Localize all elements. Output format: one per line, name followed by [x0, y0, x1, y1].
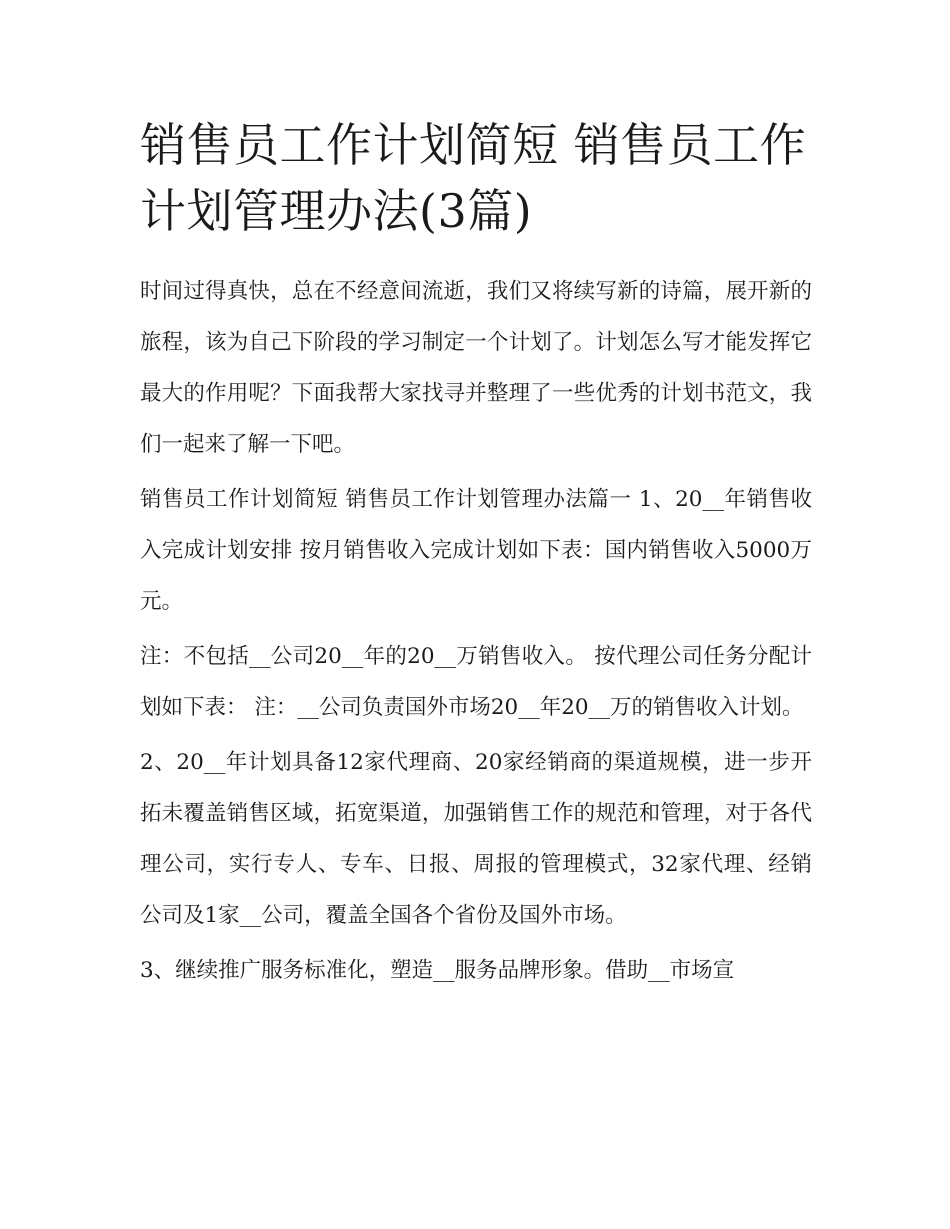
paragraph-section-3: 3、继续推广服务标准化，塑造__服务品牌形象。借助__市场宣 [140, 958, 735, 983]
paragraph-section-2: 2、20__年计划具备12家代理商、20家经销商的渠道规模，进一步开拓未覆盖销售区域，拓宽渠道，加强销售工作的规范和管理，对于各代理公司，实行专人、专车、日报、周报的管理模式，32家代理、经销公司及1家__公司，覆盖全国各个省份及国外市场。 [140, 750, 812, 928]
document-body [140, 112, 812, 1000]
paragraph-section-1: 销售员工作计划简短 销售员工作计划管理办法篇一 1、20__年销售收入完成计划安排 按月销售收入完成计划如下表：国内销售收入5000万元。 [140, 487, 812, 614]
paragraph-intro: 时间过得真快，总在不经意间流逝，我们又将续写新的诗篇，展开新的旅程，该为自己下阶段的学习制定一个计划了。计划怎么写才能发挥它最大的作用呢？下面我帮大家找寻并整理了一些优秀的计划书范文，我们一起来了解一下吧。 [140, 279, 812, 457]
document-title: 销售员工作计划简短 销售员工作计划管理办法(3篇) [140, 118, 807, 238]
paragraph-note: 注：不包括__公司20__年的20__万销售收入。 按代理公司任务分配计划如下表： 注：__公司负责国外市场20__年20__万的销售收入计划。 [140, 644, 812, 720]
